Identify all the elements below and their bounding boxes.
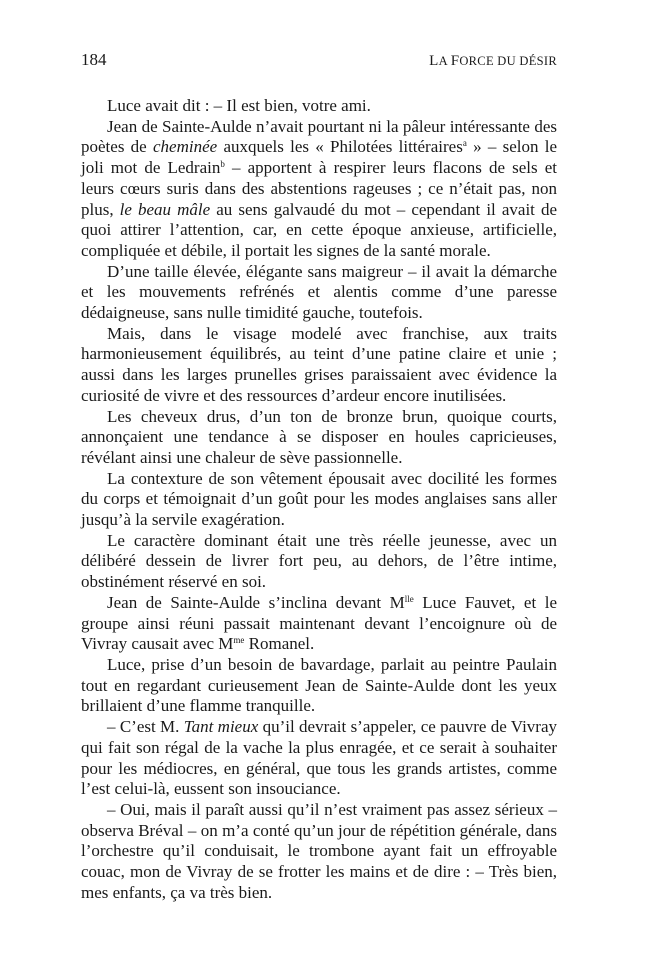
page-header (81, 50, 557, 78)
paragraph: Le caractère dominant était une très réelle jeunesse, avec un délibéré dessein de livrer fort peu, au dehors, de l’être intime, obstinément réservé en soi. (81, 530, 557, 592)
paragraph: Jean de Sainte-Aulde s’inclina devant $M^{lle}$ Luce Fauvet, et le groupe ainsi réuni passait maintenant devant l’encoignure où de Vivray causait avec $M^{me}$ Romanel. (81, 592, 558, 654)
paragraph: – C’est M. Tant mieux qu’il devrait s’appeler, ce pauvre de Vivray qui fait son régal de la vache la plus enragée, et ce serait à souhaiter pour les médiocres, en général, que tous les grands artistes, comme l’est celui-là, eussent son insouciance. (81, 717, 557, 799)
book-page (81, 50, 557, 903)
paragraph: Jean de Sainte-Aulde n’avait pourtant ni la pâleur intéressante des poètes de cheminée auxquels les « Philotées littéraires$^a$ » – selon le joli mot de Ledrain$^b$ – apportent à respirer leurs flacons de sels et leurs cœurs suris dans des abstentions rageuses ; ce n’était pas, non plus, le beau mâle au sens galvaudé du mot – cependant il avait de quoi attirer l’attention, car, en cette époque anxieuse, artificielle, compliquée et débile, il portait les signes de la santé morale. (81, 116, 558, 260)
paragraph: Luce avait dit : – Il est bien, votre ami. (107, 96, 371, 115)
footnote-marker: b (220, 159, 225, 170)
footnote-marker: a (462, 138, 467, 149)
paragraph: D’une taille élevée, élégante sans maigreur – il avait la démarche et les mouvements refrénés et alentis comme d’une paresse dédaigneuse, sans nulle timidité gauche, toutefois. (81, 261, 557, 323)
paragraph: Les cheveux drus, d’un ton de bronze brun, quoique courts, annonçaient une tendance à se disposer en houles capricieuses, révélant ainsi une chaleur de sève passionnelle. (81, 406, 557, 467)
paragraph: – Oui, mais il paraît aussi qu’il n’est vraiment pas assez sérieux – observa Bréval – on m’a conté qu’un jour de répétition générale, dans l’orchestre qu’il conduisait, le trombone ayant fait un effroyable couac, mon de Vivray de se frotter les mains et de dire : – Très bien, mes enfants, ça va très bien. (81, 799, 557, 902)
superscript: lle (404, 593, 414, 604)
paragraph: La contexture de son vêtement épousait avec docilité les formes du corps et témoignait d’un goût pour les modes anglaises sans aller jusqu’à la servile exagération. (81, 468, 557, 530)
italic-text: le beau mâle (119, 199, 211, 219)
paragraph: Mais, dans le visage modelé avec franchise, aux traits harmonieusement équilibrés, au teint d’une patine claire et unie ; aussi dans les larges prunelles grises paraissaient avec évidence la curiosité de vivre et des ressources d’ardeur encore inutilisées. (81, 323, 557, 405)
superscript: me (233, 635, 245, 646)
italic-text: cheminée (153, 137, 218, 157)
paragraph: Luce, prise d’un besoin de bavardage, parlait au peintre Paulain tout en regardant curieusement Jean de Sainte-Aulde dont les yeux brillaient d’une flamme tranquille. (81, 654, 557, 716)
body-text (81, 96, 557, 903)
italic-text: Tant mieux (183, 717, 259, 737)
page-number: 184 (81, 50, 107, 69)
running-title: LA FORCE DU DÉSIR (429, 53, 557, 69)
